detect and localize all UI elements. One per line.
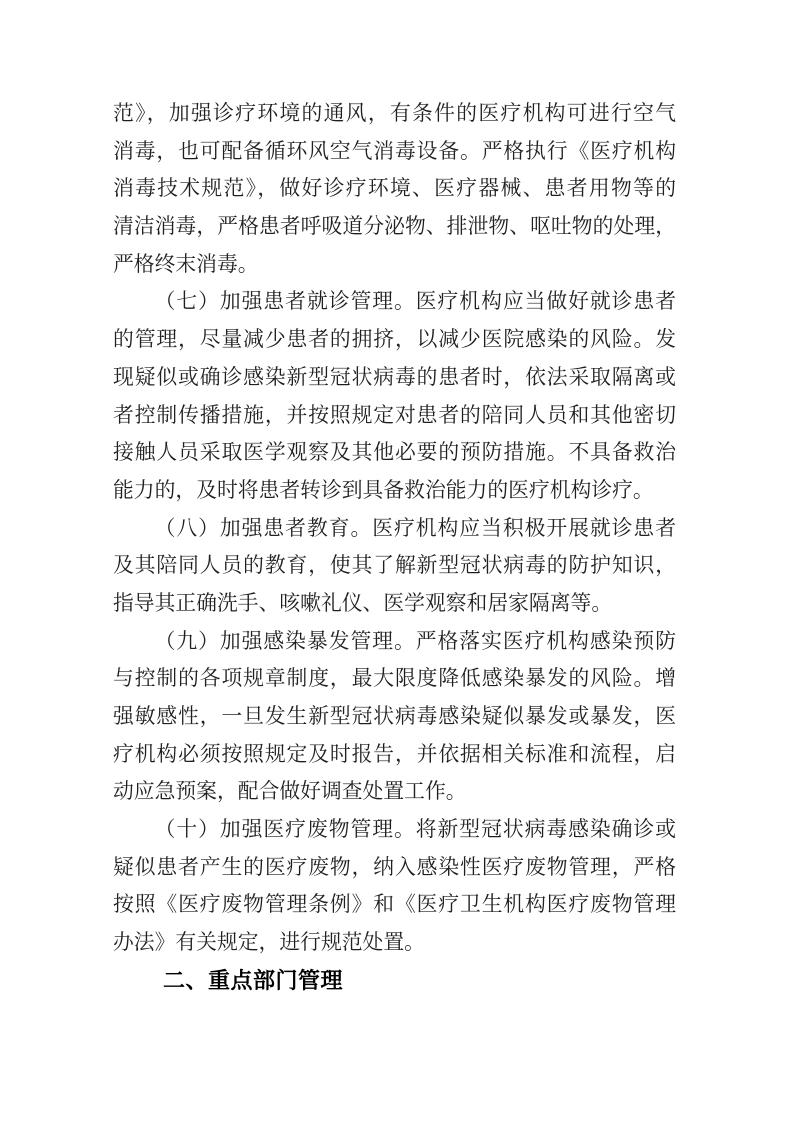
body-paragraph-3 — [113, 510, 676, 623]
text-line: 范》，加强诊疗环境的通风，有条件的医疗机构可进行空气 — [113, 102, 676, 125]
text-line: 消毒技术规范》，做好诊疗环境、医疗器械、患者用物等的 — [113, 177, 676, 201]
body-paragraph-2 — [113, 283, 676, 509]
document-body — [113, 95, 676, 1000]
text-line: 能力的，及时将患者转诊到具备救治能力的医疗机构诊疗。 — [113, 478, 654, 502]
text-line: 接触人员采取医学观察及其他必要的预防措施。不具备救治 — [113, 441, 676, 465]
text-line: （七）加强患者就诊管理。医疗机构应当做好就诊患者 — [154, 290, 676, 314]
text-line: 现疑似或确诊感染新型冠状病毒的患者时，依法采取隔离或 — [113, 365, 676, 389]
text-line: 消毒，也可配备循环风空气消毒设备。严格执行《医疗机构 — [113, 139, 676, 163]
body-paragraph-5 — [113, 811, 676, 962]
text-line: 动应急预案，配合做好调查处置工作。 — [113, 780, 467, 804]
body-paragraph-4 — [113, 623, 676, 811]
text-line: 的管理，尽量减少患者的拥挤，以减少医院感染的风险。发 — [113, 328, 676, 352]
text-line: 指导其正确洗手、咳嗽礼仪、医学观察和居家隔离等。 — [113, 591, 613, 615]
text-line: 强敏感性，一旦发生新型冠状病毒感染疑似暴发或暴发，医 — [113, 705, 676, 728]
body-paragraph-1 — [113, 95, 676, 283]
text-line: 严格终末消毒。 — [113, 252, 259, 276]
text-line: 办法》有关规定，进行规范处置。 — [113, 931, 425, 955]
text-line: 按照《医疗废物管理条例》和《医疗卫生机构医疗废物管理 — [113, 893, 676, 917]
text-line: 者控制传播措施，并按照规定对患者的陪同人员和其他密切 — [113, 403, 676, 427]
text-line: 及其陪同人员的教育，使其了解新型冠状病毒的防护知识， — [113, 554, 676, 578]
text-line: （八）加强患者教育。医疗机构应当积极开展就诊患者 — [154, 516, 676, 540]
text-line: 疑似患者产生的医疗废物，纳入感染性医疗废物管理，严格 — [113, 855, 676, 879]
section-heading: 二、重点部门管理 — [163, 967, 344, 993]
text-line: （九）加强感染暴发管理。严格落实医疗机构感染预防 — [154, 629, 676, 653]
text-line: 疗机构必须按照规定及时报告，并依据相关标准和流程，启 — [113, 742, 676, 766]
text-line: （十）加强医疗废物管理。将新型冠状病毒感染确诊或 — [154, 818, 676, 842]
text-line: 清洁消毒，严格患者呼吸道分泌物、排泄物、呕吐物的处理， — [113, 215, 676, 239]
text-line: 与控制的各项规章制度，最大限度降低感染暴发的风险。增 — [113, 667, 676, 691]
